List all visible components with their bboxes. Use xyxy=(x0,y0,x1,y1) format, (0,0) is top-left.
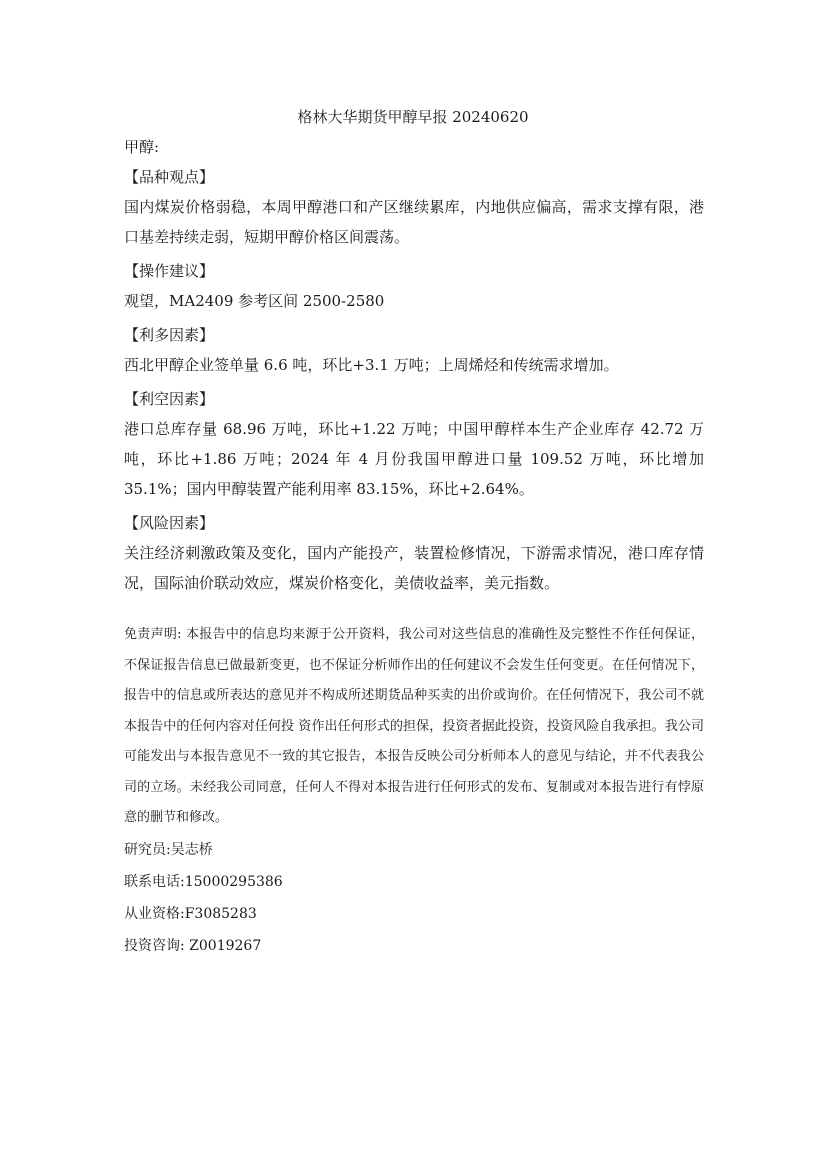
qualification-number: 从业资格:F3085283 xyxy=(124,905,257,922)
section-heading-bullish: 【利多因素】 xyxy=(124,326,215,344)
disclaimer-text: 免责声明: 本报告中的信息均来源于公开资料，我公司对这些信息的准确性及完整性不作任何保证，不保证报告信息已做最新变更，也不保证分析师作出的任何建议不会发生任何变更。在任何情况下，报告中的信息或所表达的意见并不构成所述期货品种买卖的出价或询价。在任何情况下，我公司不就本报告中的任何内容对任何投 资作出任何形式的担保，投资者据此投资，投资风险自我承担。我公司可能发出与本报告意见不一致的其它报告，本报告反映公司分析师本人的意见与结论，并不代表我公司的立场。未经我公司同意，任何人不得对本报告进行任何形式的发布、复制或对本报告进行有悖原意的删节和修改。 xyxy=(124,627,704,825)
section-heading-advice: 【操作建议】 xyxy=(124,262,215,280)
report-title: 格林大华期货甲醇早报 20240620 xyxy=(297,108,529,126)
section-body-view: 国内煤炭价格弱稳，本周甲醇港口和产区继续累库，内地供应偏高，需求支撑有限，港口基差持续走弱，短期甲醇价格区间震荡。 xyxy=(124,198,704,246)
contact-phone: 联系电话:15000295386 xyxy=(124,873,283,890)
section-body-risk: 关注经济刺激政策及变化，国内产能投产，装置检修情况，下游需求情况，港口库存情况，国际油价联动效应，煤炭价格变化，美债收益率，美元指数。 xyxy=(124,544,704,592)
section-body-bearish: 港口总库存量 68.96 万吨，环比+1.22 万吨；中国甲醇样本生产企业库存 42.72 万吨，环比+1.86 万吨；2024 年 4 月份我国甲醇进口量 109.52 万吨，环比增加 35.1%；国内甲醇装置产能利用率 83.15%，环比+2.64%。 xyxy=(124,420,704,498)
section-body-bullish: 西北甲醇企业签单量 6.6 吨，环比+3.1 万吨；上周烯烃和传统需求增加。 xyxy=(124,356,619,374)
section-heading-bearish: 【利空因素】 xyxy=(124,390,215,408)
report-content xyxy=(124,136,704,962)
subject-label: 甲醇: xyxy=(124,138,160,156)
section-heading-risk: 【风险因素】 xyxy=(124,514,215,532)
section-heading-view: 【品种观点】 xyxy=(124,168,215,186)
section-body-advice: 观望，MA2409 参考区间 2500-2580 xyxy=(124,292,385,310)
researcher-name: 研究员:吴志桥 xyxy=(124,841,213,858)
consulting-number: 投资咨询: Z0019267 xyxy=(124,937,262,954)
